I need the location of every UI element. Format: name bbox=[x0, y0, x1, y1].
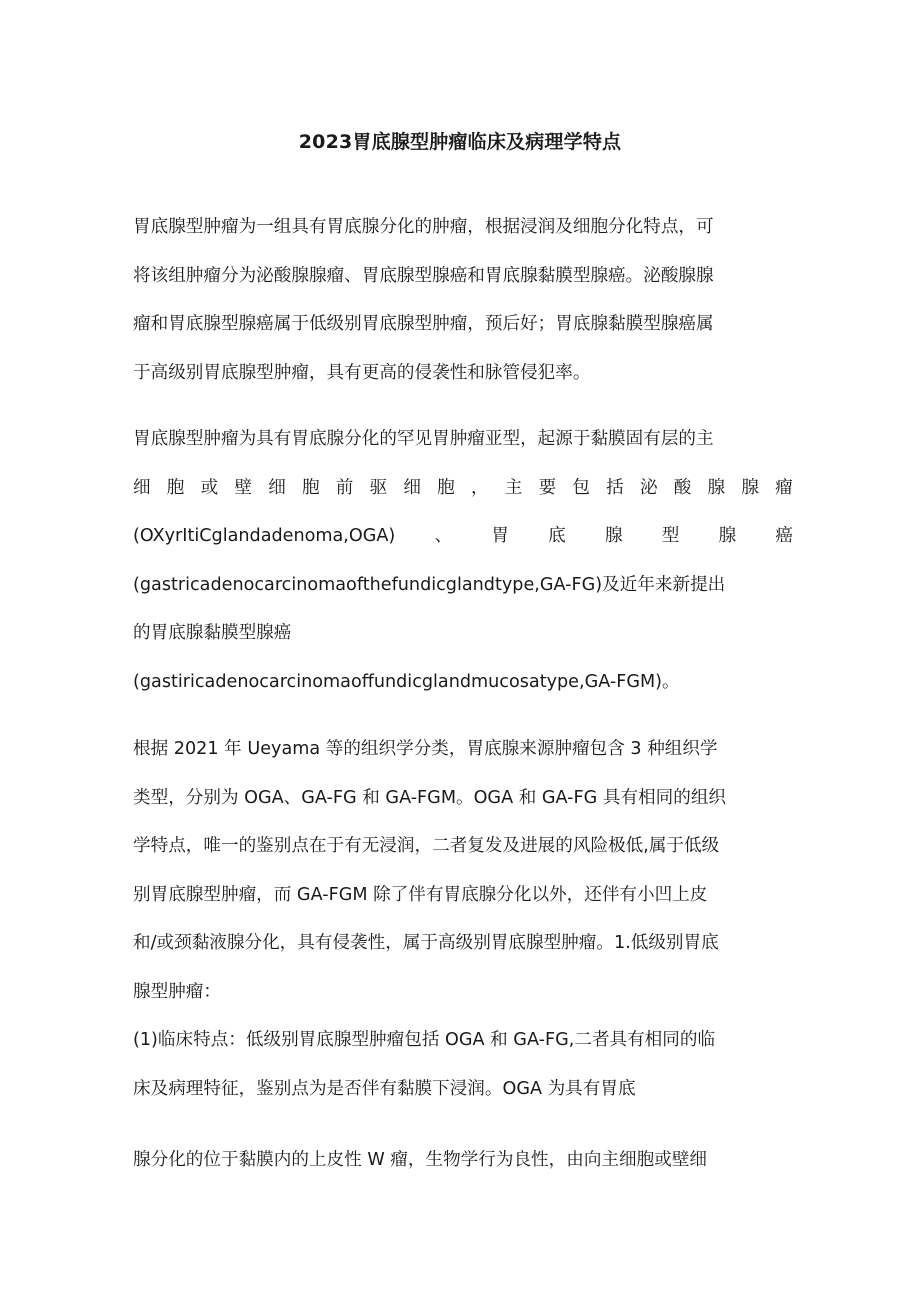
text-word: 包 bbox=[572, 477, 590, 498]
text-line: 腺型肿瘤： bbox=[133, 981, 221, 1002]
text-word: 要 bbox=[538, 477, 557, 498]
paragraph-definition bbox=[133, 415, 793, 706]
text-word: 壁 bbox=[234, 477, 252, 498]
text-word: 胞 bbox=[437, 477, 455, 498]
text-line: 腺分化的位于黏膜内的上皮性 W 瘤，生物学行为良性，由向主细胞或壁细 bbox=[133, 1150, 707, 1170]
text-word: 细 bbox=[268, 477, 286, 498]
text-word: 细 bbox=[133, 477, 151, 498]
text-word: 泌 bbox=[639, 477, 658, 498]
text-word: 驱 bbox=[369, 477, 388, 498]
text-line: 床及病理特征，鉴别点为是否伴有黏膜下浸润。OGA 为具有胃底 bbox=[133, 1078, 636, 1099]
text-word: 癌 bbox=[775, 526, 793, 546]
paragraph-classification bbox=[133, 725, 793, 1113]
text-line: 瘤和胃底腺型腺癌属于低级别胃底腺型肿瘤，预后好；胃底腺黏膜型腺癌属 bbox=[133, 314, 714, 334]
text-word: 型 bbox=[661, 526, 680, 546]
document-title: 2023胃底腺型肿瘤临床及病理学特点 bbox=[298, 131, 622, 153]
text-word: 瘤 bbox=[775, 477, 793, 498]
text-line-justified bbox=[133, 464, 793, 513]
text-word: 胞 bbox=[301, 477, 320, 498]
text-line: 别胃底腺型肿瘤，而 GA-FGM 除了伴有胃底腺分化以外，还伴有小凹上皮 bbox=[133, 884, 708, 905]
text-line: (1)临床特点：低级别胃底腺型肿瘤包括 OGA 和 GA-FG,二者具有相同的临 bbox=[133, 1030, 716, 1050]
text-word: 主 bbox=[504, 477, 523, 498]
text-word: 胃 bbox=[491, 526, 509, 546]
text-line: 类型，分别为 OGA、GA-FG 和 GA-FGM。OGA 和 GA-FG 具有相同的组织 bbox=[133, 787, 727, 808]
paragraph-intro bbox=[133, 203, 793, 397]
text-word: 底 bbox=[548, 526, 566, 546]
text-word: 胞 bbox=[166, 477, 185, 498]
text-line: 胃底腺型肿瘤为一组具有胃底腺分化的肿瘤，根据浸润及细胞分化特点，可 bbox=[133, 217, 714, 237]
text-word: 腺 bbox=[707, 477, 726, 498]
text-line: (gastiricadenocarcinomaoffundicglandmucosatype,GA-FGM)。 bbox=[133, 671, 680, 692]
text-word: 细 bbox=[403, 477, 421, 498]
text-line-justified bbox=[133, 512, 793, 561]
text-word: 腺 bbox=[741, 477, 759, 498]
text-line: 根据 2021 年 Ueyama 等的组织学分类，胃底腺来源肿瘤包含 3 种组织学 bbox=[133, 739, 718, 759]
text-word: 括 bbox=[606, 477, 624, 498]
text-word: 、 bbox=[434, 526, 453, 546]
text-word: (OXyrItiCglandadenoma,OGA) bbox=[133, 526, 396, 546]
text-word: 酸 bbox=[673, 477, 692, 498]
paragraph-continuation bbox=[133, 1136, 793, 1185]
text-line: 学特点，唯一的鉴别点在于有无浸润，二者复发及进展的风险极低,属于低级 bbox=[133, 836, 720, 856]
text-line: 的胃底腺黏膜型腺癌 bbox=[133, 623, 292, 643]
text-line: 和/或颈黏液腺分化，具有侵袭性，属于高级别胃底腺型肿瘤。1.低级别胃底 bbox=[133, 933, 719, 953]
text-line: 胃底腺型肿瘤为具有胃底腺分化的罕见胃肿瘤亚型，起源于黏膜固有层的主 bbox=[133, 429, 714, 449]
text-line: 于高级别胃底腺型肿瘤，具有更高的侵袭性和脉管侵犯率。 bbox=[133, 362, 591, 383]
text-word: 或 bbox=[200, 477, 219, 498]
text-word: 腺 bbox=[604, 526, 623, 546]
text-line: (gastricadenocarcinomaofthefundicglandtype,GA-FG)及近年来新提出 bbox=[133, 574, 726, 595]
text-word: 腺 bbox=[718, 526, 737, 546]
text-word: ， bbox=[470, 477, 489, 498]
text-line: 将该组肿瘤分为泌酸腺腺瘤、胃底腺型腺癌和胃底腺黏膜型腺癌。泌酸腺腺 bbox=[133, 265, 714, 286]
text-word: 前 bbox=[335, 477, 354, 498]
